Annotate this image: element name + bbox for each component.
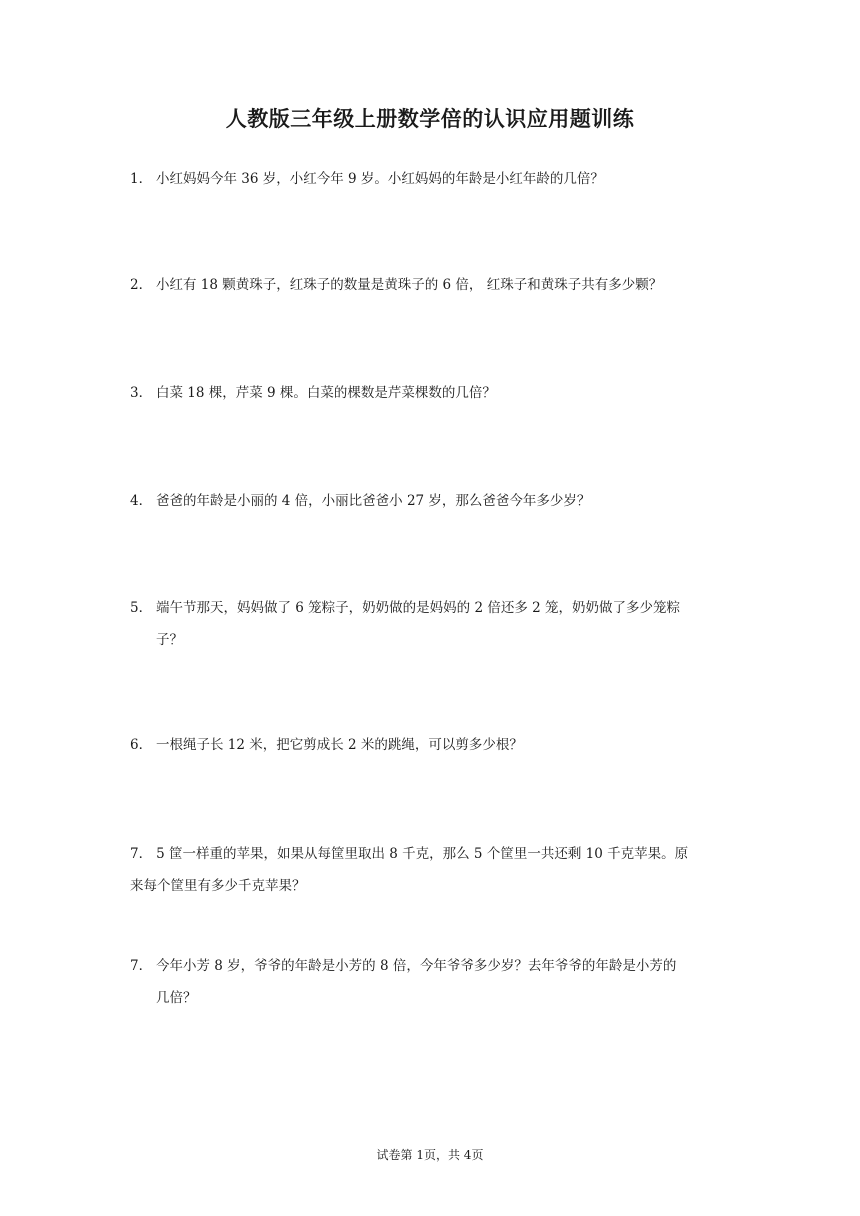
- question-7a: [130, 838, 730, 902]
- question-text: 白菜 18 棵，芹菜 9 棵。白菜的棵数是芹菜棵数的几倍？: [156, 385, 496, 401]
- question-2: [130, 269, 730, 301]
- question-text: 一根绳子长 12 米，把它剪成长 2 米的跳绳，可以剪多少根？: [156, 737, 523, 753]
- question-1: [130, 163, 730, 195]
- question-number: 5．: [130, 600, 153, 616]
- question-text: 爸爸的年龄是小丽的 4 倍，小丽比爸爸小 27 岁，那么爸爸今年多少岁？: [156, 493, 591, 509]
- question-text-continuation: 来每个筐里有多少千克苹果？: [130, 878, 306, 894]
- question-number: 3．: [130, 385, 153, 401]
- question-6: [130, 729, 730, 761]
- question-text: 端午节那天，妈妈做了 6 笼粽子，奶奶做的是妈妈的 2 倍还多 2 笼，奶奶做了多少笼粽: [156, 600, 681, 616]
- question-4: [130, 485, 730, 517]
- question-number: 1．: [130, 171, 153, 187]
- question-number: 7．: [130, 958, 153, 974]
- question-number: 6．: [130, 737, 153, 753]
- question-3: [130, 377, 730, 409]
- question-5: [130, 592, 730, 656]
- question-7b: [130, 950, 730, 1014]
- question-text: 小红有 18 颗黄珠子，红珠子的数量是黄珠子的 6 倍， 红珠子和黄珠子共有多少颗？: [156, 277, 663, 293]
- question-text-continuation: 子？: [156, 632, 183, 648]
- page-title: 人教版三年级上册数学倍的认识应用题训练: [225, 107, 635, 131]
- page-footer: 试卷第 1页，共 4页: [376, 1148, 484, 1162]
- question-text: 今年小芳 8 岁，爷爷的年龄是小芳的 8 倍，今年爷爷多少岁？去年爷爷的年龄是小芳的: [156, 958, 677, 974]
- question-number: 4．: [130, 493, 153, 509]
- question-number: 7．: [130, 846, 153, 862]
- question-number: 2．: [130, 277, 153, 293]
- question-text: 小红妈妈今年 36 岁，小红今年 9 岁。小红妈妈的年龄是小红年龄的几倍？: [156, 171, 604, 187]
- question-text-continuation: 几倍？: [156, 990, 197, 1006]
- question-text: 5 筐一样重的苹果，如果从每筐里取出 8 千克，那么 5 个筐里一共还剩 10 千克苹果。原: [156, 846, 689, 862]
